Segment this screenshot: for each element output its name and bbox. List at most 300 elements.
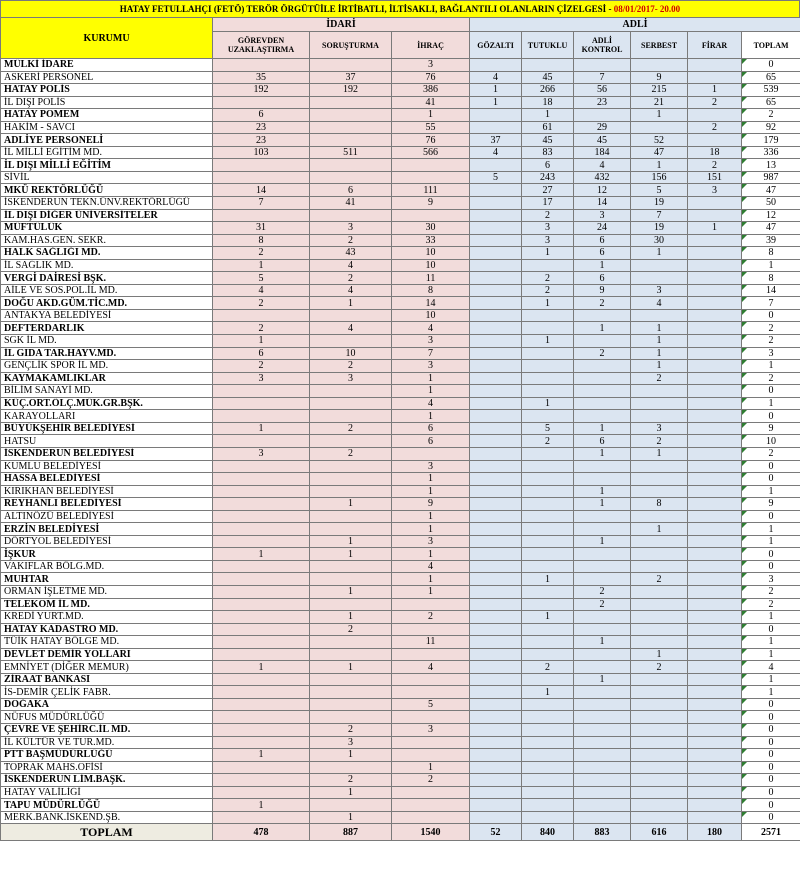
- adli-kontrol-cell: 6: [574, 247, 631, 260]
- tutuklu-cell: [522, 347, 574, 360]
- tutuklu-cell: 2: [522, 209, 574, 222]
- row-total-value: 0: [768, 410, 774, 422]
- firar-cell: [688, 322, 742, 335]
- toplam-cell: [742, 460, 800, 473]
- formula-marker-icon: [742, 711, 747, 716]
- ihrac-cell: 566: [392, 146, 470, 159]
- row-label: VAKIFLAR BÖLG.MD.: [1, 560, 213, 573]
- table-row: [1, 749, 800, 762]
- total-label: TOPLAM: [1, 824, 213, 841]
- gorevden-cell: [213, 485, 310, 498]
- toplam-cell: [742, 723, 800, 736]
- tutuklu-cell: [522, 774, 574, 787]
- row-total-value: 0: [768, 310, 774, 322]
- toplam-cell: [742, 96, 800, 109]
- row-total-value: 92: [766, 122, 777, 133]
- toplam-cell: [742, 372, 800, 385]
- gorevden-cell: [213, 623, 310, 636]
- formula-marker-icon: [742, 536, 747, 541]
- formula-marker-icon: [742, 159, 747, 164]
- formula-marker-icon: [742, 335, 747, 340]
- toplam-cell: [742, 209, 800, 222]
- toplam-cell: [742, 184, 800, 197]
- table-row: [1, 686, 800, 699]
- sheet-title: [0, 0, 800, 18]
- adli-kontrol-cell: 2: [574, 297, 631, 310]
- gozalti-cell: [470, 636, 522, 649]
- row-total-value: 1: [768, 360, 774, 372]
- formula-marker-icon: [742, 322, 747, 327]
- adli-kontrol-cell: 29: [574, 121, 631, 134]
- ihrac-cell: 1: [392, 510, 470, 523]
- firar-cell: [688, 636, 742, 649]
- row-total-value: 8: [768, 247, 774, 259]
- formula-marker-icon: [742, 448, 747, 453]
- sorusturma-cell: 1: [310, 611, 392, 624]
- toplam-cell: [742, 548, 800, 561]
- ihrac-cell: 1: [392, 109, 470, 122]
- firar-cell: [688, 498, 742, 511]
- row-total-value: 47: [766, 222, 777, 234]
- sorusturma-cell: 2: [310, 422, 392, 435]
- gozalti-cell: [470, 698, 522, 711]
- adli-kontrol-cell: [574, 623, 631, 636]
- sorusturma-cell: 1: [310, 749, 392, 762]
- firar-cell: [688, 661, 742, 674]
- serbest-cell: 47: [631, 146, 688, 159]
- toplam-cell: [742, 560, 800, 573]
- firar-cell: [688, 749, 742, 762]
- toplam-cell: [742, 523, 800, 536]
- tutuklu-cell: [522, 585, 574, 598]
- table-row: [1, 698, 800, 711]
- gorevden-cell: [213, 786, 310, 799]
- formula-marker-icon: [742, 737, 747, 742]
- toplam-cell: [742, 761, 800, 774]
- gozalti-cell: [470, 59, 522, 72]
- table-row: [1, 134, 800, 147]
- gorevden-cell: 14: [213, 184, 310, 197]
- row-label: HASSA BELEDİYESİ: [1, 473, 213, 486]
- formula-marker-icon: [742, 498, 747, 503]
- ihrac-cell: 3: [392, 723, 470, 736]
- serbest-cell: 1: [631, 159, 688, 172]
- sorusturma-cell: [310, 209, 392, 222]
- tutuklu-cell: 18: [522, 96, 574, 109]
- ihrac-cell: 41: [392, 96, 470, 109]
- adli-kontrol-cell: [574, 410, 631, 423]
- sorusturma-cell: [310, 96, 392, 109]
- serbest-cell: [631, 259, 688, 272]
- adli-kontrol-cell: [574, 711, 631, 724]
- firar-cell: [688, 811, 742, 824]
- table-row: [1, 774, 800, 787]
- firar-cell: [688, 435, 742, 448]
- adli-kontrol-cell: 14: [574, 197, 631, 210]
- table-row: [1, 234, 800, 247]
- row-total-value: 2: [768, 109, 774, 121]
- row-label: DEFTERDARLIK: [1, 322, 213, 335]
- firar-cell: [688, 59, 742, 72]
- firar-cell: [688, 585, 742, 598]
- total-cell: 883: [574, 824, 631, 841]
- serbest-cell: 1: [631, 109, 688, 122]
- gorevden-cell: [213, 473, 310, 486]
- adli-kontrol-cell: [574, 723, 631, 736]
- gorevden-cell: [213, 510, 310, 523]
- adli-kontrol-cell: 2: [574, 598, 631, 611]
- gozalti-cell: [470, 259, 522, 272]
- row-label: GENÇLİK SPOR İL MD.: [1, 360, 213, 373]
- table-row: [1, 184, 800, 197]
- firar-cell: [688, 197, 742, 210]
- tutuklu-cell: [522, 498, 574, 511]
- row-total-value: 1: [768, 536, 774, 548]
- row-total-value: 0: [768, 812, 774, 824]
- ihrac-cell: 3: [392, 360, 470, 373]
- row-total-value: 3: [768, 347, 774, 359]
- adli-kontrol-cell: [574, 309, 631, 322]
- adli-kontrol-cell: [574, 761, 631, 774]
- table-row: [1, 259, 800, 272]
- table-row: [1, 485, 800, 498]
- row-total-value: 1: [768, 648, 774, 660]
- row-total-value: 0: [768, 548, 774, 560]
- serbest-cell: [631, 59, 688, 72]
- serbest-cell: 2: [631, 661, 688, 674]
- tutuklu-cell: 45: [522, 134, 574, 147]
- row-label: KÜÇ.ORT.ÖLÇ.MÜK.GR.BŞK.: [1, 397, 213, 410]
- gozalti-cell: [470, 523, 522, 536]
- sorusturma-cell: [310, 510, 392, 523]
- row-label: ADLİYE PERSONELİ: [1, 134, 213, 147]
- tutuklu-cell: 5: [522, 422, 574, 435]
- toplam-cell: [742, 222, 800, 235]
- firar-cell: [688, 247, 742, 260]
- gozalti-cell: [470, 598, 522, 611]
- row-label: SİVİL: [1, 171, 213, 184]
- serbest-cell: [631, 736, 688, 749]
- idari-header: İDARİ: [213, 18, 470, 32]
- row-total-value: 0: [768, 736, 774, 748]
- gozalti-cell: [470, 648, 522, 661]
- firar-cell: 2: [688, 159, 742, 172]
- firar-cell: 151: [688, 171, 742, 184]
- gozalti-cell: [470, 611, 522, 624]
- table-row: [1, 460, 800, 473]
- gozalti-cell: [470, 335, 522, 348]
- toplam-cell: [742, 510, 800, 523]
- tutuklu-cell: 1: [522, 611, 574, 624]
- tutuklu-header: TUTUKLU: [522, 32, 574, 59]
- title-date: 08/01/2017- 20.00: [613, 4, 681, 14]
- gozalti-cell: [470, 372, 522, 385]
- serbest-cell: [631, 761, 688, 774]
- row-total-value: 0: [768, 510, 774, 522]
- tutuklu-cell: [522, 711, 574, 724]
- formula-marker-icon: [742, 297, 747, 302]
- formula-marker-icon: [742, 774, 747, 779]
- row-total-value: 0: [768, 711, 774, 723]
- gozalti-cell: [470, 184, 522, 197]
- formula-marker-icon: [742, 624, 747, 629]
- formula-marker-icon: [742, 184, 747, 189]
- serbest-cell: 1: [631, 335, 688, 348]
- row-total-value: 0: [768, 724, 774, 736]
- tutuklu-cell: 83: [522, 146, 574, 159]
- toplam-cell: [742, 774, 800, 787]
- serbest-cell: [631, 723, 688, 736]
- gorevden-cell: 2: [213, 297, 310, 310]
- serbest-cell: 1: [631, 648, 688, 661]
- gozalti-cell: [470, 498, 522, 511]
- sorusturma-cell: 4: [310, 259, 392, 272]
- sorusturma-cell: 1: [310, 585, 392, 598]
- serbest-cell: [631, 673, 688, 686]
- toplam-cell: [742, 535, 800, 548]
- gorevden-cell: [213, 673, 310, 686]
- sorusturma-cell: 10: [310, 347, 392, 360]
- firar-cell: [688, 385, 742, 398]
- ihrac-cell: 1: [392, 573, 470, 586]
- tutuklu-cell: 45: [522, 71, 574, 84]
- row-label: HATAY POLİS: [1, 84, 213, 97]
- table-row: [1, 96, 800, 109]
- row-label: DEVLET DEMİR YOLLARI: [1, 648, 213, 661]
- gozalti-cell: 37: [470, 134, 522, 147]
- gorevden-cell: 1: [213, 548, 310, 561]
- row-label: HATAY POMEM: [1, 109, 213, 122]
- serbest-cell: 4: [631, 297, 688, 310]
- gozalti-cell: [470, 736, 522, 749]
- gorevden-cell: 1: [213, 335, 310, 348]
- row-label: İL DIŞI POLİS: [1, 96, 213, 109]
- gozalti-cell: 5: [470, 171, 522, 184]
- tutuklu-cell: 2: [522, 435, 574, 448]
- row-total-value: 0: [768, 786, 774, 798]
- table-row: [1, 309, 800, 322]
- ihrac-cell: 1: [392, 585, 470, 598]
- formula-marker-icon: [742, 486, 747, 491]
- gorevden-cell: [213, 385, 310, 398]
- gozalti-cell: [470, 573, 522, 586]
- gozalti-header: GÖZALTI: [470, 32, 522, 59]
- gozalti-cell: [470, 786, 522, 799]
- row-total-value: 0: [768, 761, 774, 773]
- tutuklu-cell: [522, 623, 574, 636]
- adli-kontrol-cell: 9: [574, 284, 631, 297]
- sorusturma-cell: 1: [310, 548, 392, 561]
- table-row: [1, 523, 800, 536]
- table-row: [1, 197, 800, 210]
- firar-cell: [688, 598, 742, 611]
- gozalti-cell: [470, 297, 522, 310]
- gozalti-cell: [470, 309, 522, 322]
- ihrac-cell: 76: [392, 71, 470, 84]
- serbest-cell: [631, 272, 688, 285]
- table-row: [1, 171, 800, 184]
- formula-marker-icon: [742, 611, 747, 616]
- sorusturma-cell: [310, 560, 392, 573]
- adli-kontrol-cell: [574, 686, 631, 699]
- tutuklu-cell: [522, 322, 574, 335]
- serbest-cell: 215: [631, 84, 688, 97]
- row-total-value: 7: [768, 297, 774, 309]
- sorusturma-cell: [310, 385, 392, 398]
- sorusturma-cell: [310, 460, 392, 473]
- sorusturma-cell: 1: [310, 297, 392, 310]
- row-label: ANTAKYA BELEDİYESİ: [1, 309, 213, 322]
- serbest-cell: 156: [631, 171, 688, 184]
- row-label: İSKENDERUN BELEDİYESİ: [1, 447, 213, 460]
- toplam-cell: [742, 347, 800, 360]
- gozalti-cell: [470, 560, 522, 573]
- gozalti-cell: [470, 397, 522, 410]
- row-label: PTT BAŞMÜDÜRLÜĞÜ: [1, 749, 213, 762]
- ihrac-cell: 10: [392, 259, 470, 272]
- formula-marker-icon: [742, 360, 747, 365]
- sorusturma-cell: 1: [310, 661, 392, 674]
- formula-marker-icon: [742, 511, 747, 516]
- formula-marker-icon: [742, 573, 747, 578]
- firar-cell: [688, 422, 742, 435]
- formula-marker-icon: [742, 59, 747, 64]
- formula-marker-icon: [742, 787, 747, 792]
- ihrac-cell: 1: [392, 523, 470, 536]
- tutuklu-cell: [522, 799, 574, 812]
- row-label: HALK SAĞLIĞI MD.: [1, 247, 213, 260]
- table-row: [1, 623, 800, 636]
- table-row: [1, 272, 800, 285]
- firar-cell: [688, 297, 742, 310]
- row-total-value: 13: [766, 159, 777, 171]
- toplam-cell: [742, 59, 800, 72]
- adli-kontrol-cell: 1: [574, 447, 631, 460]
- firar-cell: [688, 71, 742, 84]
- total-cell: 478: [213, 824, 310, 841]
- row-label: İL MİLLİ EĞİTİM MD.: [1, 146, 213, 159]
- tutuklu-cell: 3: [522, 234, 574, 247]
- serbest-cell: [631, 811, 688, 824]
- gorevden-cell: 2: [213, 322, 310, 335]
- ihrac-cell: 1: [392, 548, 470, 561]
- toplam-cell: [742, 146, 800, 159]
- sorusturma-cell: [310, 171, 392, 184]
- firar-cell: [688, 372, 742, 385]
- adli-kontrol-cell: [574, 473, 631, 486]
- row-label: HATSU: [1, 435, 213, 448]
- firar-cell: [688, 573, 742, 586]
- serbest-cell: [631, 385, 688, 398]
- formula-marker-icon: [742, 122, 747, 127]
- gozalti-cell: [470, 686, 522, 699]
- firar-cell: [688, 548, 742, 561]
- adli-kontrol-cell: 1: [574, 322, 631, 335]
- tutuklu-cell: [522, 636, 574, 649]
- toplam-cell: [742, 498, 800, 511]
- toplam-cell: [742, 573, 800, 586]
- gorevden-cell: 23: [213, 121, 310, 134]
- firar-cell: [688, 736, 742, 749]
- row-label: MUHTAR: [1, 573, 213, 586]
- adli-kontrol-cell: 1: [574, 259, 631, 272]
- tutuklu-cell: [522, 673, 574, 686]
- row-total-value: 0: [768, 623, 774, 635]
- sorusturma-cell: 2: [310, 360, 392, 373]
- toplam-cell: [742, 811, 800, 824]
- firar-cell: [688, 272, 742, 285]
- adli-kontrol-cell: 6: [574, 272, 631, 285]
- ihrac-cell: 3: [392, 59, 470, 72]
- gozalti-cell: [470, 272, 522, 285]
- tutuklu-cell: 1: [522, 247, 574, 260]
- adli-kontrol-cell: 4: [574, 159, 631, 172]
- serbest-cell: [631, 799, 688, 812]
- tutuklu-cell: 1: [522, 397, 574, 410]
- gozalti-cell: [470, 723, 522, 736]
- table-row: [1, 209, 800, 222]
- sorusturma-cell: 192: [310, 84, 392, 97]
- gorevden-cell: [213, 648, 310, 661]
- row-label: HATAY VALİLİĞİ: [1, 786, 213, 799]
- gorevden-cell: [213, 535, 310, 548]
- row-label: MERK.BANK.İSKEND.ŞB.: [1, 811, 213, 824]
- gorevden-cell: [213, 460, 310, 473]
- sorusturma-cell: [310, 698, 392, 711]
- gorevden-cell: [213, 723, 310, 736]
- ihrac-cell: 11: [392, 272, 470, 285]
- sorusturma-cell: 2: [310, 234, 392, 247]
- gorevden-cell: [213, 209, 310, 222]
- table-row: [1, 636, 800, 649]
- toplam-cell: [742, 71, 800, 84]
- ihrac-cell: [392, 623, 470, 636]
- formula-marker-icon: [742, 72, 747, 77]
- sorusturma-cell: [310, 598, 392, 611]
- adli-kontrol-cell: 24: [574, 222, 631, 235]
- serbest-cell: 2: [631, 573, 688, 586]
- ihrac-cell: 4: [392, 560, 470, 573]
- ihrac-cell: [392, 786, 470, 799]
- toplam-cell: [742, 247, 800, 260]
- tutuklu-cell: 1: [522, 686, 574, 699]
- row-label: EMNİYET (DİĞER MEMUR): [1, 661, 213, 674]
- row-label: İL DIŞI MİLLİ EĞİTİM: [1, 159, 213, 172]
- gozalti-cell: [470, 811, 522, 824]
- ihrac-cell: 1: [392, 372, 470, 385]
- serbest-cell: 5: [631, 184, 688, 197]
- formula-marker-icon: [742, 674, 747, 679]
- sorusturma-cell: [310, 761, 392, 774]
- serbest-cell: 1: [631, 360, 688, 373]
- firar-cell: 1: [688, 84, 742, 97]
- serbest-cell: [631, 774, 688, 787]
- adli-kontrol-cell: [574, 774, 631, 787]
- gorevden-cell: 192: [213, 84, 310, 97]
- table-row: [1, 146, 800, 159]
- ihrac-cell: 9: [392, 197, 470, 210]
- sorusturma-cell: 41: [310, 197, 392, 210]
- gozalti-cell: [470, 422, 522, 435]
- sorusturma-cell: [310, 711, 392, 724]
- gozalti-cell: [470, 774, 522, 787]
- adli-header: ADLİ: [470, 18, 800, 32]
- table-row: [1, 347, 800, 360]
- adli-kontrol-cell: 2: [574, 347, 631, 360]
- ihrac-cell: [392, 447, 470, 460]
- serbest-cell: 2: [631, 372, 688, 385]
- tutuklu-cell: [522, 548, 574, 561]
